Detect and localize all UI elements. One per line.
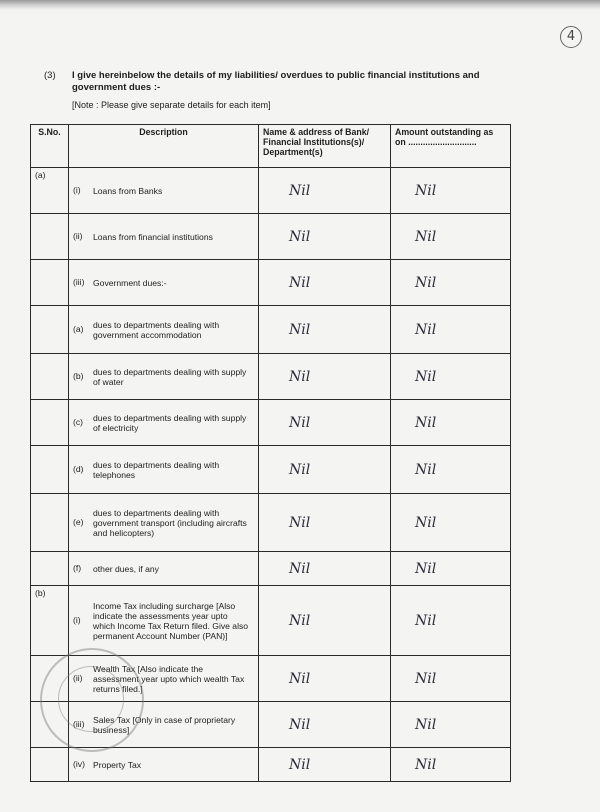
row-bank-value: Nil (259, 552, 391, 586)
row-margin (511, 656, 560, 702)
table-row (31, 214, 560, 260)
row-margin (511, 748, 560, 782)
row-desc-text: Sales Tax [Only in case of proprietary business] (93, 714, 236, 735)
row-sno (31, 494, 69, 552)
row-sno (31, 214, 69, 260)
header-bank: Name & address of Bank/ Financial Institutions(s)/ Department(s) (259, 125, 391, 168)
row-bank-value: Nil (259, 354, 391, 400)
row-sno (31, 552, 69, 586)
table-row (31, 748, 560, 782)
row-description (69, 260, 259, 306)
table-row (31, 586, 560, 656)
header-sno: S.No. (31, 125, 69, 168)
table-row (31, 552, 560, 586)
row-sub-index: (d) (73, 463, 84, 474)
row-margin (511, 586, 560, 656)
row-description (69, 552, 259, 586)
row-sub-index: (b) (73, 370, 84, 381)
row-bank-value: Nil (259, 306, 391, 354)
row-amount-value: Nil (391, 552, 511, 586)
table-header-row (31, 125, 560, 168)
header-margin (511, 125, 560, 168)
row-sno (31, 748, 69, 782)
row-description (69, 494, 259, 552)
row-description (69, 748, 259, 782)
row-desc-text: dues to departments dealing with supply of water (93, 366, 247, 387)
row-description (69, 354, 259, 400)
row-sub-index: (iii) (73, 718, 85, 729)
row-amount-value: Nil (391, 656, 511, 702)
row-desc-text: dues to departments dealing with government accommodation (93, 319, 220, 340)
row-sub-index: (ii) (73, 231, 83, 242)
row-amount-value: Nil (391, 446, 511, 494)
row-amount-value: Nil (391, 168, 511, 214)
row-sub-index: (f) (73, 563, 82, 574)
note-text: [Note : Please give separate details for each item] (72, 100, 271, 110)
table-row (31, 168, 560, 214)
table-row (31, 306, 560, 354)
row-description (69, 586, 259, 656)
row-amount-value: Nil (391, 400, 511, 446)
row-bank-value: Nil (259, 214, 391, 260)
table-row (31, 400, 560, 446)
row-bank-value: Nil (259, 586, 391, 656)
row-description (69, 306, 259, 354)
row-margin (511, 446, 560, 494)
row-bank-value: Nil (259, 400, 391, 446)
table-row (31, 446, 560, 494)
table-row (31, 260, 560, 306)
row-desc-text: Government dues:- (93, 277, 167, 288)
header-description: Description (69, 125, 259, 168)
section-number: (3) (44, 70, 56, 81)
row-desc-text: dues to departments dealing with government transport (including aircrafts and helicopters) (93, 507, 247, 538)
row-amount-value: Nil (391, 586, 511, 656)
table-row (31, 494, 560, 552)
row-sub-index: (i) (73, 614, 81, 625)
row-margin (511, 214, 560, 260)
row-sub-index: (a) (73, 323, 84, 334)
row-sno: (a) (31, 168, 69, 214)
row-margin (511, 702, 560, 748)
row-sub-index: (iii) (73, 277, 85, 288)
row-margin (511, 552, 560, 586)
row-desc-text: other dues, if any (93, 563, 159, 574)
row-margin (511, 306, 560, 354)
row-amount-value: Nil (391, 214, 511, 260)
row-margin (511, 168, 560, 214)
row-sno: (b) (31, 586, 69, 656)
row-bank-value: Nil (259, 656, 391, 702)
stamp-circle-inner (58, 666, 124, 732)
row-bank-value: Nil (259, 260, 391, 306)
row-desc-text: Loans from Banks (93, 185, 163, 196)
row-amount-value: Nil (391, 260, 511, 306)
header-amount: Amount outstanding as on ............................ (391, 125, 511, 168)
row-desc-text: dues to departments dealing with telephones (93, 459, 220, 480)
row-sno (31, 260, 69, 306)
row-bank-value: Nil (259, 446, 391, 494)
row-bank-value: Nil (259, 494, 391, 552)
table-row (31, 354, 560, 400)
row-sno (31, 446, 69, 494)
row-description (69, 400, 259, 446)
row-sno (31, 400, 69, 446)
row-bank-value: Nil (259, 168, 391, 214)
row-sub-index: (ii) (73, 672, 83, 683)
row-sub-index: (iv) (73, 759, 85, 770)
row-amount-value: Nil (391, 306, 511, 354)
row-description (69, 168, 259, 214)
row-amount-value: Nil (391, 748, 511, 782)
row-bank-value: Nil (259, 748, 391, 782)
row-description (69, 214, 259, 260)
scan-top-edge (0, 0, 600, 10)
row-amount-value: Nil (391, 354, 511, 400)
row-sno (31, 306, 69, 354)
row-sub-index: (i) (73, 185, 81, 196)
row-amount-value: Nil (391, 494, 511, 552)
row-bank-value: Nil (259, 702, 391, 748)
row-margin (511, 260, 560, 306)
row-sno (31, 354, 69, 400)
section-heading: I give hereinbelow the details of my liabilities/ overdues to public financial institutions and government dues :- (72, 70, 480, 93)
row-desc-text: dues to departments dealing with supply of electricity (93, 412, 247, 433)
row-desc-text: Wealth Tax [Also indicate the assessment year upto which wealth Tax returns filed.] (93, 663, 245, 694)
row-margin (511, 400, 560, 446)
row-margin (511, 494, 560, 552)
row-amount-value: Nil (391, 702, 511, 748)
page-number: 4 (560, 26, 582, 48)
row-sub-index: (e) (73, 516, 84, 527)
row-description (69, 446, 259, 494)
row-sub-index: (c) (73, 416, 84, 427)
row-desc-text: Property Tax (93, 759, 142, 770)
row-desc-text: Loans from financial institutions (93, 231, 213, 242)
row-desc-text: Income Tax including surcharge [Also indicate the assessments year upto which Income Tax Return filed. Give also permanent Account Number (PAN)] (93, 600, 249, 641)
row-margin (511, 354, 560, 400)
